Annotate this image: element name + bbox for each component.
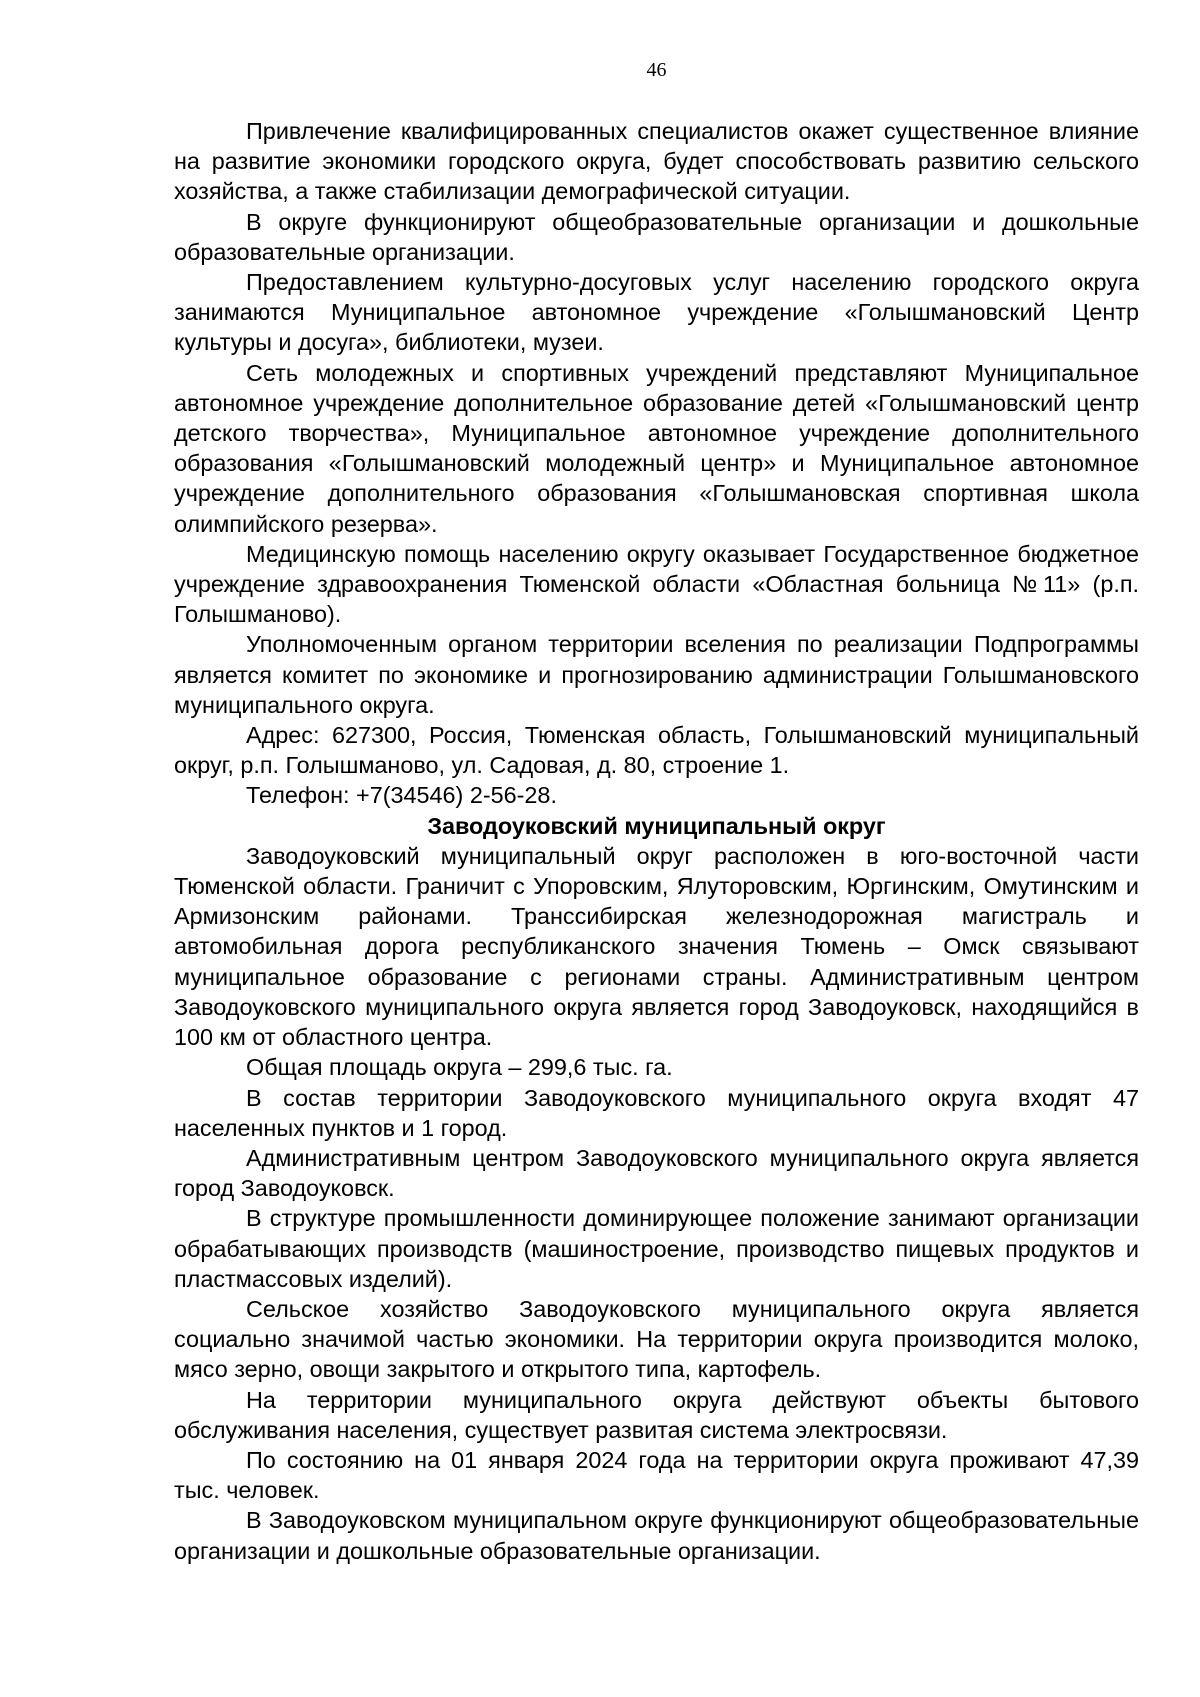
document-page [174, 0, 1139, 1697]
paragraph-area: Общая площадь округа – 299,6 тыс. га. [246, 1054, 673, 1081]
paragraph-specialists: Привлечение квалифицированных специалистов окажет существенное влияние на развитие экономики городского округа, будет способствовать развитию сельского хозяйства, а также стабилизации демографической ситуации. [174, 118, 1139, 205]
page-number: 46 [646, 59, 667, 81]
paragraph-population: По состоянию на 01 января 2024 года на территории округа проживают 47,39 тыс. человек. [174, 1446, 1139, 1504]
paragraph-industry: В структуре промышленности доминирующее положение занимают организации обрабатывающих производств (машиностроение, производство пищевых продуктов и пластмассовых изделий). [174, 1205, 1139, 1292]
paragraph-settlements: В состав территории Заводоуковского муниципального округа входят 47 населенных пунктов и 1 город. [174, 1084, 1139, 1141]
paragraph-phone: Телефон: +7(34546) 2-56-28. [246, 782, 557, 809]
paragraph-authorized-body: Уполномоченным органом территории вселения по реализации Подпрограммы является комитет по экономике и прогнозированию администрации Голышмановского муниципального округа. [174, 631, 1139, 718]
document-body [174, 116, 1139, 1566]
section-heading: Заводоуковский муниципальный округ [427, 812, 886, 839]
paragraph-culture: Предоставлением культурно-досуговых услуг населению городского округа занимаются Муниципальное автономное учреждение «Голышмановский Центр культуры и досуга», библиотеки, музеи. [174, 269, 1139, 356]
paragraph-medical: Медицинскую помощь населению округу оказывает Государственное бюджетное учреждение здравоохранения Тюменской области «Областная больница №11» (р.п. Голышманово). [174, 540, 1139, 628]
paragraph-admin-center: Административным центром Заводоуковского муниципального округа является город Заводоуковск. [174, 1144, 1139, 1202]
paragraph-youth-sports: Сеть молодежных и спортивных учреждений представляют Муниципальное автономное учреждение дополнительное образование детей «Голышмановский центр детского творчества», Муниципальное автономное учреждение дополнительного образования «Голышмановский молодежный центр» и Муниципальное автономное учреждение дополнительного образования «Голышмановская спортивная школа олимпийского резерва». [174, 359, 1139, 537]
paragraph-agriculture: Сельское хозяйство Заводоуковского муниципального округа является социально значимой частью экономики. На территории округа производится молоко, мясо зерно, овощи закрытого и открытого типа, картофель. [174, 1295, 1139, 1383]
paragraph-education: В округе функционируют общеобразовательные организации и дошкольные образовательные организации. [174, 208, 1139, 265]
paragraph-address: Адрес: 627300, Россия, Тюменская область, Голышмановский муниципальный округ, р.п. Голышманово, ул. Садовая, д. 80, строение 1. [174, 722, 1139, 779]
paragraph-location: Заводоуковский муниципальный округ расположен в юго-восточной части Тюменской области. Граничит с Упоровским, Ялуторовским, Юргинским, Омутинским и Армизонским районами. Транссибирская железнодорожная магистраль и автомобильная дорога республиканского значения Тюмень – Омск связывают муниципальное образование с регионами страны. Административным центром Заводоуковского муниципального округа является город Заводоуковск, находящийся в 100 км от областного центра. [174, 842, 1139, 1051]
paragraph-education-zavodoukovsk: В Заводоуковском муниципальном округе функционируют общеобразовательные организации и дошкольные образовательные организации. [174, 1507, 1139, 1564]
paragraph-services: На территории муниципального округа действуют объекты бытового обслуживания населения, существует развитая система электросвязи. [174, 1386, 1139, 1443]
